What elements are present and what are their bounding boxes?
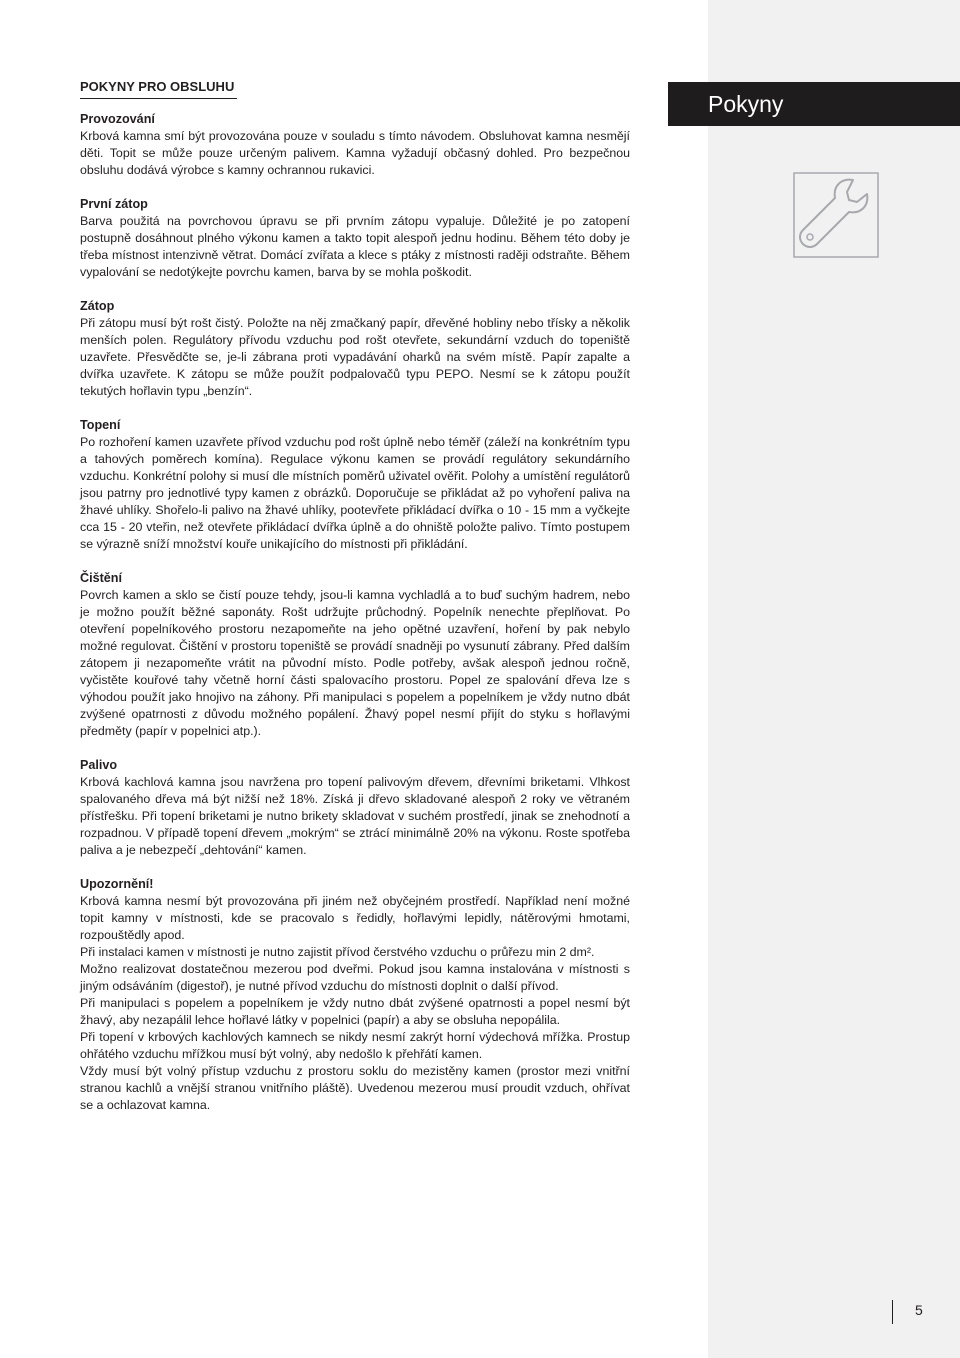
warning-paragraph: Možno realizovat dostatečnou mezerou pod dveřmi. Pokud jsou kamna instalována v místnosti s jiným odsáváním (digestoř), je nutné přívod vzduchu do místnosti doplnit o další přívod. xyxy=(80,962,630,993)
section-body: Barva použitá na povrchovou úpravu se při prvním zátopu vypaluje. Důležité je po zatopení postupně dosáhnout plného výkonu kamen a takto topit alespoň jednu hodinu. Během této doby je třeba místnost intenzivně větrat. Domácí zvířata a klece s ptáky z místnosti raději odstraňte. Během vypalování se nedotýkejte povrchu kamen, barva by se mohla poškodit. xyxy=(80,214,630,279)
page-number: 5 xyxy=(915,1302,923,1318)
instructions-content xyxy=(80,78,630,1131)
section-topeni xyxy=(80,417,630,553)
section-heading: Čištění xyxy=(80,571,122,585)
section-upozorneni xyxy=(80,876,630,1114)
section-heading: Upozornění! xyxy=(80,877,154,891)
section-heading: Provozování xyxy=(80,112,155,126)
section-heading: Zátop xyxy=(80,299,115,313)
warning-paragraph: Při manipulaci s popelem a popelníkem je vždy nutno dbát zvýšené opatrnosti a popel nesmí být žhavý, aby nezapálil lehce hořlavé látky v popelnici (papír) a aby se obsluha nepopálila. xyxy=(80,996,630,1027)
section-body: Krbová kachlová kamna jsou navržena pro topení palivovým dřevem, dřevními briketami. Vlhkost spalovaného dřeva má být nižší než 18%. Získá ji dřevo skladované alespoň 2 roky ve větraném přístřešku. Při topení briketami je nutno brikety skladovat v suchém prostředí, jinak se znehodnotí a rozpadnou. V případě topení dřevem „mokrým“ se ztrácí minimálně 20% na výkonu. Roste spotřeba paliva a je nebezpečí „dehtování“ kamen. xyxy=(80,775,630,857)
section-body: Při zátopu musí být rošt čistý. Položte na něj zmačkaný papír, dřevěné hobliny nebo třísky a několik menších polen. Regulátory přívodu vzduchu pod rošt otevřete, sekundární vzduch do topeniště uzavřete. Přesvědčte se, je-li zábrana proti vypadávání oharků na svém místě. Papír zapalte a dvířka uzavřete. K zátopu se může použít podpalovačů typu PEPO. Nesmí se k zátopu použít tekutých hořlavin typu „benzín“. xyxy=(80,316,630,398)
section-cisteni xyxy=(80,570,630,740)
warning-paragraph: Vždy musí být volný přístup vzduchu z prostoru soklu do mezistěny kamen (prostor mezi vnitřní stranou kachlů a vnější stranou vnitřního pláště). Uvedenou mezerou musí proudit vzduch, ohřívat se a ochlazovat kamna. xyxy=(80,1064,630,1112)
page-number-divider xyxy=(892,1300,893,1324)
warning-paragraph: Při instalaci kamen v místnosti je nutno zajistit přívod čerstvého vzduchu o průřezu min 2 dm². xyxy=(80,945,595,959)
section-body: Krbová kamna smí být provozována pouze v souladu s tímto návodem. Obsluhovat kamna nesmějí děti. Topit se může pouze určeným palivem. Kamna vyžadují občasný dohled. Pro bezpečnou obsluhu dodává výrobce s kamny ochrannou rukavici. xyxy=(80,129,630,177)
section-tab xyxy=(668,82,960,126)
section-heading: Topení xyxy=(80,418,121,432)
section-tab-label: Pokyny xyxy=(708,91,784,117)
section-palivo xyxy=(80,757,630,859)
warning-paragraph: Při topení v krbových kachlových kamnech se nikdy nesmí zakrýt horní výdechová mřížka. Prostup ohřátého vzduchu mřížkou musí být volný, aby nedošlo k přehřátí kamen. xyxy=(80,1030,630,1061)
section-prvni-zatop xyxy=(80,196,630,281)
section-heading: Palivo xyxy=(80,758,118,772)
section-zatop xyxy=(80,298,630,400)
section-heading: První zátop xyxy=(80,197,148,211)
warning-paragraph: Krbová kamna nesmí být provozována při jiném než obyčejném prostředí. Například není možné topit kamny v místnosti, kde se pracovalo s ředidly, hořlavými lepidly, nátěrovými hmotami, rozpouštědly apod. xyxy=(80,894,630,942)
section-body: Povrch kamen a sklo se čistí pouze tehdy, jsou-li kamna vychladlá a to buď suchým hadrem, nebo je možno použít běžné saponáty. Rošt udržujte průchodný. Popelník nenechte přeplňovat. Po otevření popelníkového prostoru nezapomeňte na jeho opětné uzavření, hoření by pak nebylo možné regulovat. Čištění v prostoru topeniště se provádí snadněji po vysunutí zábrany. Před dalším zátopem ji nezapomeňte vrátit na původní místo. Podle potřeby, avšak alespoň jednou ročně, vyčistěte kouřové tahy včetně horní části spalovacího prostoru. Popel ze spalování dřeva lze s výhodou použít jako hnojivo na záhony. Při manipulaci s popelem a popelníkem je vždy nutno dbát zvýšené opatrnosti z důvodu možného popálení. Žhavý popel nesmí přijít do styku s hořlavými předměty (papír v popelnici atp.). xyxy=(80,588,630,738)
section-body: Po rozhoření kamen uzavřete přívod vzduchu pod rošt úplně nebo téměř (záleží na konkrétním typu a tahových poměrech komína). Regulace výkonu kamen se provádí regulátory sekundárního vzduchu. Konkrétní polohy si musí dle místních poměrů uživatel ověřit. Polohy a umístění regulátorů jsou patrny pro jednotlivé typy kamen z obrázků. Doporučuje se přikládat až po vyhoření paliva na žhavé uhlíky. Shořelo-li palivo na žhavé uhlíky, pootevřete přikládací dvířka o 10 - 15 mm a vyčkejte cca 15 - 20 vteřin, než otevřete přikládací dvířka úplně a do ohniště položte palivo. Tímto postupem se výrazně sníží množství kouře unikajícího do místnosti při přikládání. xyxy=(80,435,630,551)
section-provozovani xyxy=(80,111,630,179)
wrench-icon xyxy=(793,172,879,258)
page-title: POKYNY PRO OBSLUHU xyxy=(80,78,237,99)
